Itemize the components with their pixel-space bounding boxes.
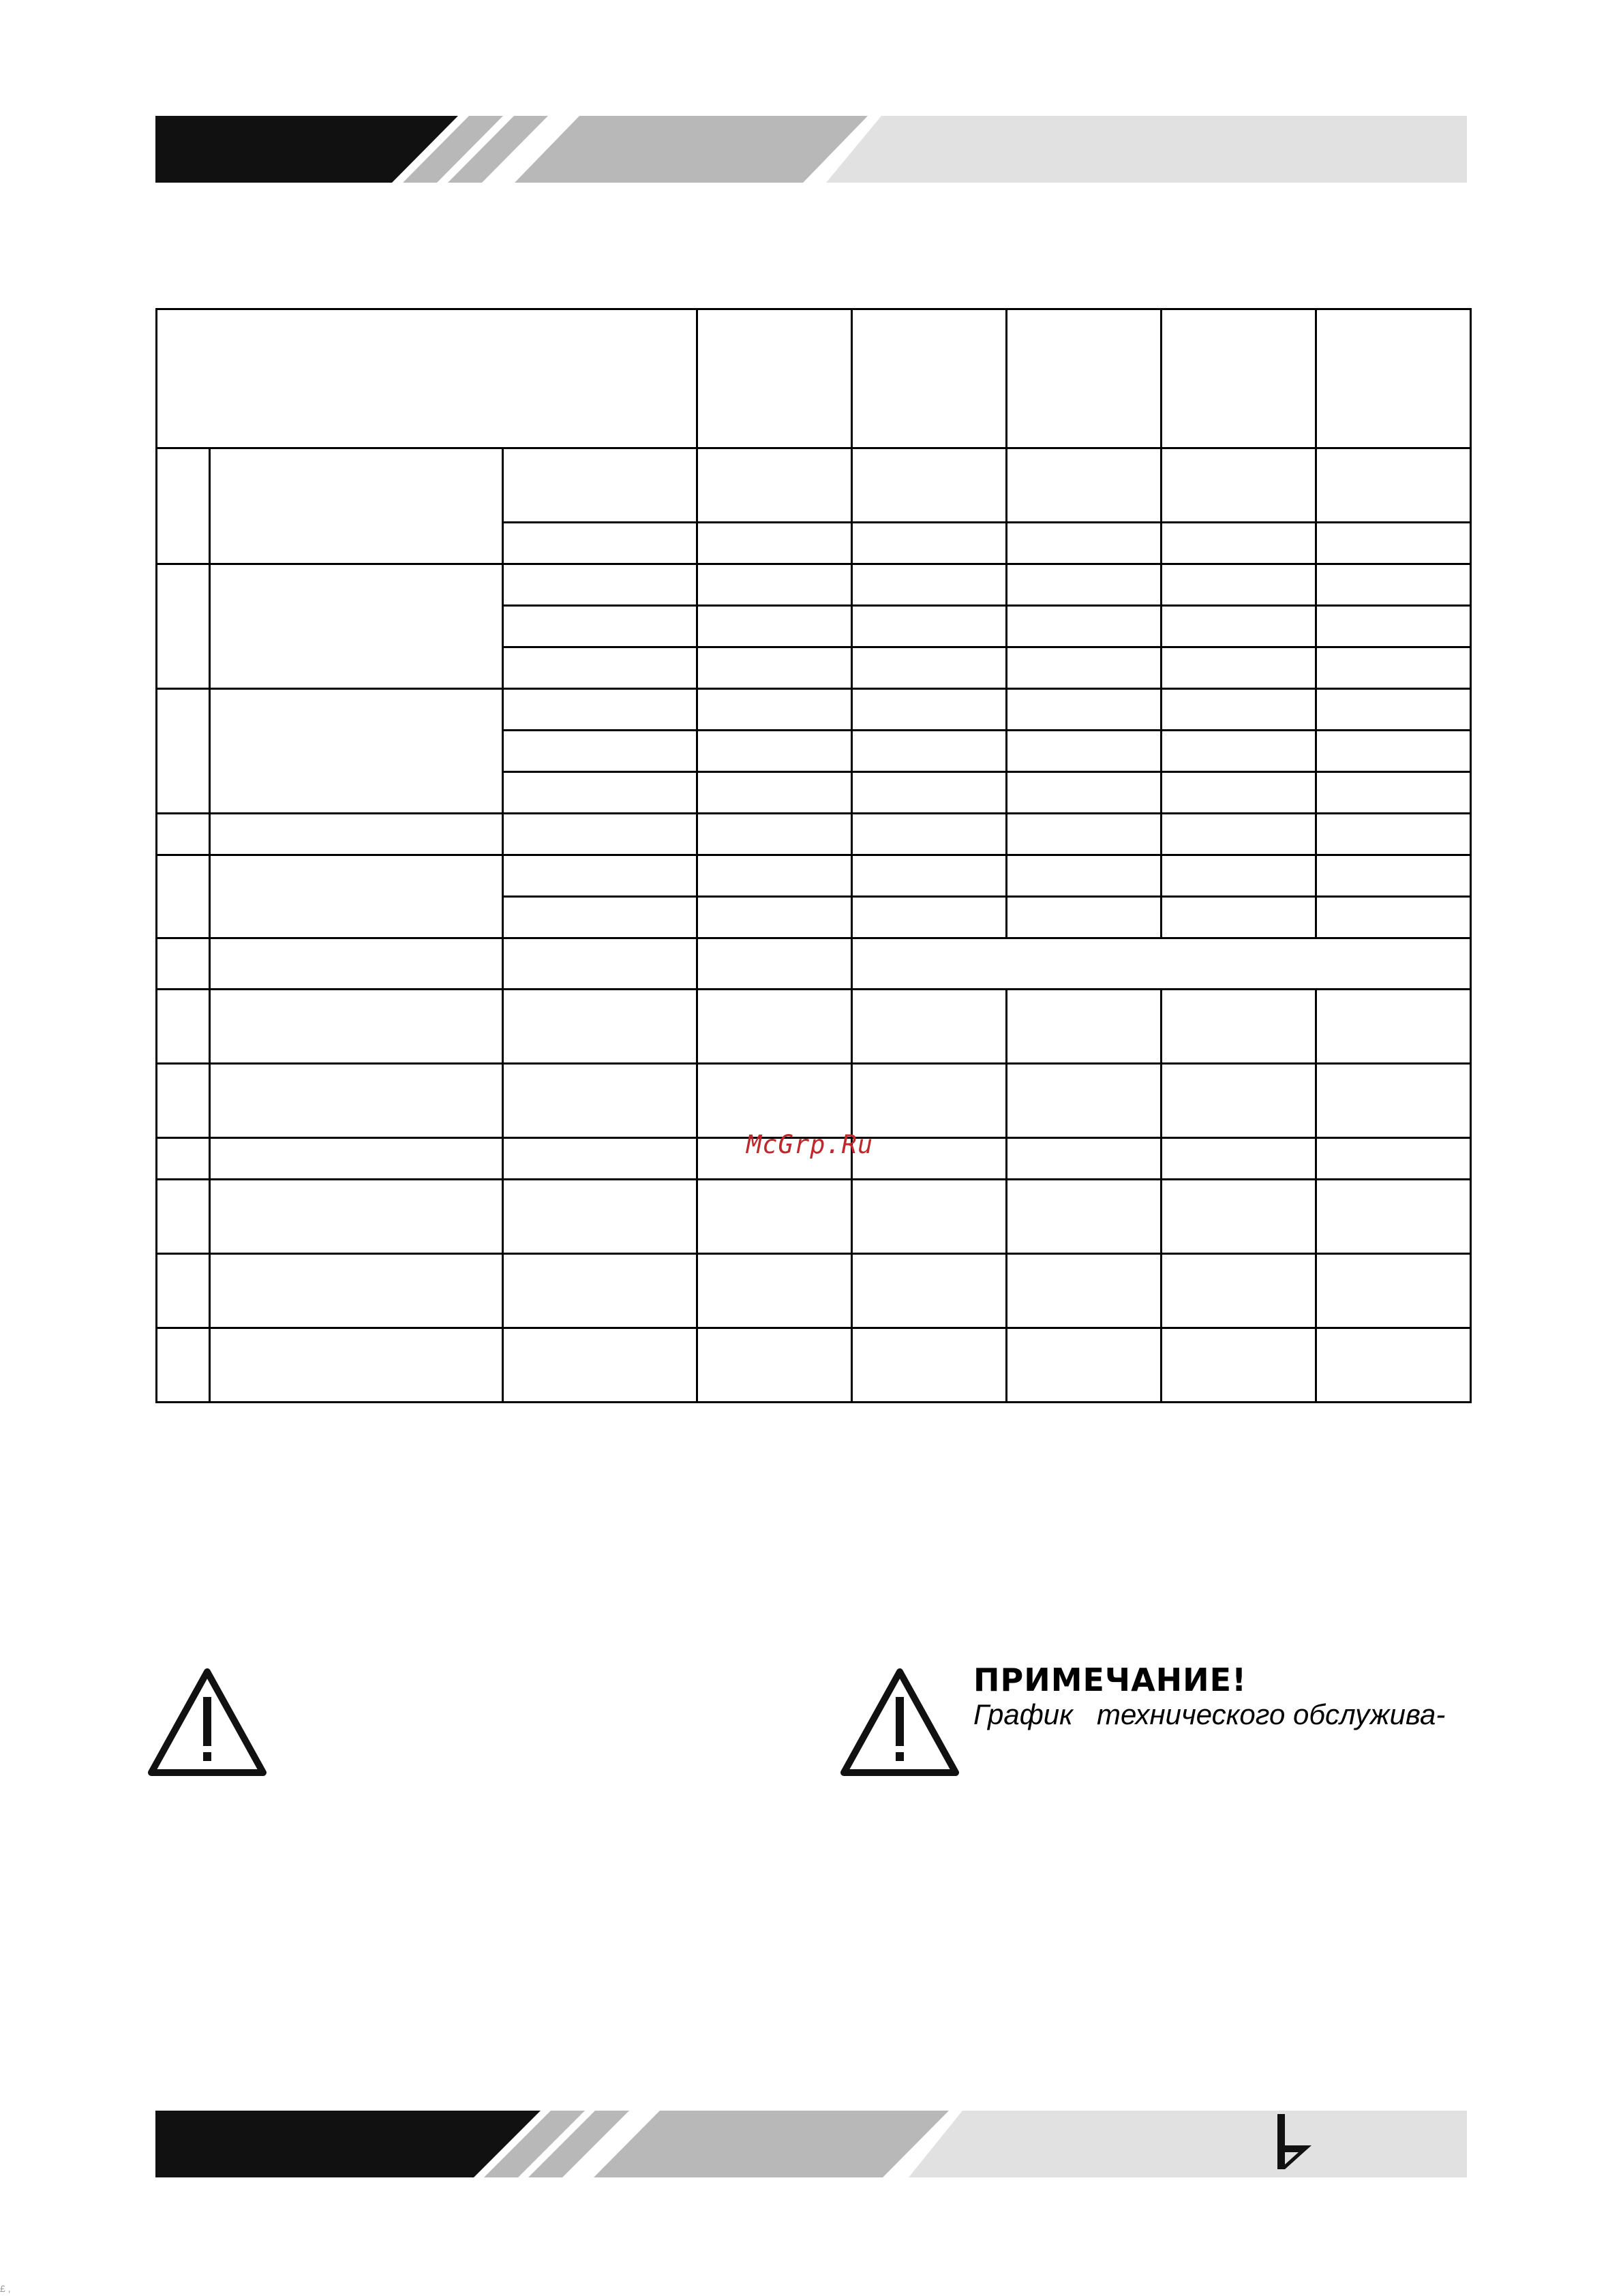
row-number-cell <box>157 448 210 564</box>
table-cell <box>1007 990 1162 1064</box>
row-item-cell <box>210 1328 503 1403</box>
header-interval-cell <box>852 309 1007 448</box>
table-cell <box>697 606 852 647</box>
table-cell <box>852 1180 1007 1254</box>
table-row <box>157 1064 1471 1138</box>
row-action-cell <box>503 1064 697 1138</box>
table-cell <box>1007 523 1162 564</box>
table-cell <box>852 1064 1007 1138</box>
table-cell <box>697 814 852 855</box>
table-cell <box>1007 1254 1162 1328</box>
row-action-cell <box>503 731 697 772</box>
table-cell <box>852 855 1007 897</box>
table-cell <box>1162 1180 1316 1254</box>
row-action-cell <box>503 814 697 855</box>
table-cell <box>1316 1254 1471 1328</box>
header-item-cell <box>157 309 697 448</box>
table-cell <box>1007 772 1162 814</box>
table-cell <box>1007 448 1162 523</box>
table-cell <box>852 1138 1007 1180</box>
table-row <box>157 1328 1471 1403</box>
table-cell <box>1007 814 1162 855</box>
table-cell <box>1162 448 1316 523</box>
row-item-cell <box>210 448 503 564</box>
row-number-cell <box>157 855 210 938</box>
table-cell <box>852 990 1007 1064</box>
table-cell <box>1316 1180 1471 1254</box>
row-action-cell <box>503 990 697 1064</box>
table-cell <box>852 606 1007 647</box>
table-cell <box>1162 689 1316 731</box>
table-cell <box>697 731 852 772</box>
table-header-row <box>157 309 1471 448</box>
table-cell <box>697 938 852 990</box>
table-cell <box>1316 448 1471 523</box>
table-row <box>157 564 1471 606</box>
table-row <box>157 990 1471 1064</box>
bottom-footer-band <box>0 2099 1623 2184</box>
row-item-cell <box>210 689 503 814</box>
row-action-cell <box>503 564 697 606</box>
row-item-cell <box>210 1064 503 1138</box>
table-cell <box>1316 772 1471 814</box>
table-row <box>157 1180 1471 1254</box>
table-cell <box>1162 1254 1316 1328</box>
table-cell <box>1007 606 1162 647</box>
note-title: ПРИМЕЧАНИЕ! <box>973 1662 1247 1698</box>
table-cell <box>697 448 852 523</box>
table-cell <box>1316 897 1471 938</box>
row-action-cell <box>503 1254 697 1328</box>
table-cell <box>1316 990 1471 1064</box>
table-cell <box>1162 731 1316 772</box>
table-cell <box>1316 731 1471 772</box>
table-row <box>157 938 1471 990</box>
table-cell <box>1316 647 1471 689</box>
table-cell <box>852 1328 1007 1403</box>
row-number-cell <box>157 814 210 855</box>
table-cell <box>697 564 852 606</box>
note-text: График технического обслужива- <box>973 1698 1446 1730</box>
table-cell <box>852 564 1007 606</box>
warning-triangle-icon <box>146 1666 269 1779</box>
table-cell <box>1316 1328 1471 1403</box>
table-cell <box>1162 564 1316 606</box>
row-item-cell <box>210 990 503 1064</box>
header-interval-cell <box>1007 309 1162 448</box>
row-number-cell <box>157 1254 210 1328</box>
row-number-cell <box>157 689 210 814</box>
watermark-text: McGrp.Ru <box>746 1130 874 1159</box>
table-cell <box>852 897 1007 938</box>
row-item-cell <box>210 855 503 938</box>
bottom-band-mid-gray-segment <box>594 2111 949 2177</box>
row-action-cell <box>503 448 697 523</box>
table-cell <box>1316 855 1471 897</box>
warning-triangle-icon <box>838 1666 961 1779</box>
table-row <box>157 448 1471 523</box>
table-cell <box>852 772 1007 814</box>
table-cell <box>697 689 852 731</box>
table-cell <box>852 1254 1007 1328</box>
maintenance-schedule-table <box>155 308 1470 1403</box>
top-band-light-gray-segment <box>826 116 1467 183</box>
table-cell <box>1162 647 1316 689</box>
table-cell <box>697 1254 852 1328</box>
row-number-cell <box>157 1328 210 1403</box>
table-cell <box>1162 606 1316 647</box>
header-interval-cell <box>1162 309 1316 448</box>
table-cell <box>1316 814 1471 855</box>
table-cell <box>1007 855 1162 897</box>
row-action-cell <box>503 855 697 897</box>
row-action-cell <box>503 1180 697 1254</box>
header-interval-cell <box>697 309 852 448</box>
table-cell <box>852 647 1007 689</box>
table-cell <box>1162 855 1316 897</box>
table-cell <box>697 897 852 938</box>
table-cell <box>697 990 852 1064</box>
table-cell <box>1007 1328 1162 1403</box>
bottom-band-black-segment <box>155 2111 541 2177</box>
row-action-cell <box>503 606 697 647</box>
top-header-band <box>0 0 1623 191</box>
table-cell <box>852 523 1007 564</box>
table-cell <box>852 814 1007 855</box>
table-cell <box>1316 1138 1471 1180</box>
table-cell <box>1162 1328 1316 1403</box>
table-cell <box>697 772 852 814</box>
row-action-cell <box>503 897 697 938</box>
table-cell <box>1162 772 1316 814</box>
table-cell <box>1162 990 1316 1064</box>
table-row <box>157 689 1471 731</box>
table-row <box>157 814 1471 855</box>
row-action-cell <box>503 1138 697 1180</box>
table-cell <box>852 689 1007 731</box>
table-cell <box>1162 814 1316 855</box>
table-cell <box>1162 1138 1316 1180</box>
bottom-band-light-gray-segment <box>909 2111 1467 2177</box>
table-cell <box>1007 1180 1162 1254</box>
table-cell <box>1007 1138 1162 1180</box>
row-action-cell <box>503 523 697 564</box>
table-cell <box>1007 897 1162 938</box>
table-cell <box>1007 1064 1162 1138</box>
row-action-cell <box>503 1328 697 1403</box>
table-cell <box>1007 689 1162 731</box>
row-action-cell <box>503 689 697 731</box>
row-number-cell <box>157 564 210 689</box>
top-band-mid-gray-segment <box>515 116 868 183</box>
table-cell <box>697 1064 852 1138</box>
corner-mark: £ , <box>0 2283 11 2294</box>
top-band-black-segment <box>155 116 458 183</box>
row-action-cell <box>503 647 697 689</box>
table-cell <box>1316 523 1471 564</box>
table-row <box>157 855 1471 897</box>
table-cell <box>1007 731 1162 772</box>
table-cell <box>697 647 852 689</box>
row-number-cell <box>157 1064 210 1138</box>
row-item-cell <box>210 564 503 689</box>
row-item-cell <box>210 938 503 990</box>
row-action-cell <box>503 938 697 990</box>
row-item-cell <box>210 1138 503 1180</box>
table-cell <box>1316 689 1471 731</box>
row-number-cell <box>157 1138 210 1180</box>
table-cell <box>697 523 852 564</box>
table-cell <box>852 448 1007 523</box>
row-action-cell <box>503 772 697 814</box>
row-item-cell <box>210 1180 503 1254</box>
table-cell <box>1162 897 1316 938</box>
table-cell <box>1316 564 1471 606</box>
table-cell <box>1162 523 1316 564</box>
header-interval-cell <box>1316 309 1471 448</box>
table-cell <box>697 855 852 897</box>
table-cell <box>1007 564 1162 606</box>
row-item-cell <box>210 1254 503 1328</box>
table-cell <box>1007 647 1162 689</box>
table-cell <box>1316 1064 1471 1138</box>
row-number-cell <box>157 938 210 990</box>
table-cell <box>1316 606 1471 647</box>
table-cell <box>852 731 1007 772</box>
table-row <box>157 1254 1471 1328</box>
merged-interval-cell <box>852 938 1471 990</box>
row-item-cell <box>210 814 503 855</box>
row-number-cell <box>157 1180 210 1254</box>
table-cell <box>697 1328 852 1403</box>
table-cell <box>1162 1064 1316 1138</box>
table-cell <box>697 1180 852 1254</box>
row-number-cell <box>157 990 210 1064</box>
